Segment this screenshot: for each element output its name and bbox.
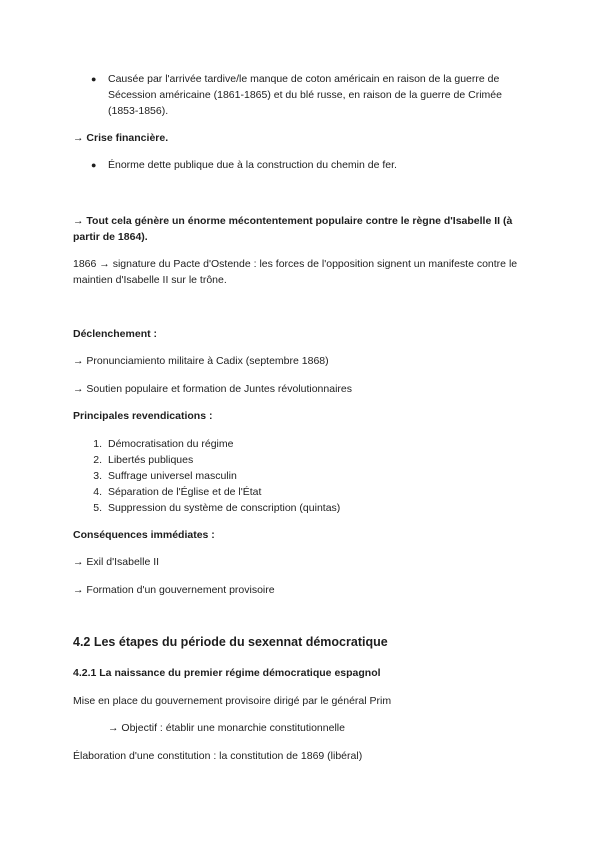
mecontentement-paragraph: → Tout cela génère un énorme mécontentement populaire contre le règne d'Isabelle II (à partir de 1864).	[73, 215, 513, 243]
list-number: 5.	[93, 502, 102, 514]
list-number: 2.	[93, 454, 102, 466]
cause-bullet-text: Causée par l'arrivée tardive/le manque de coton américain en raison de la guerre de Sécession américaine (1861-1865) et du blé russe, en raison de la guerre de Crimée (1853-1856).	[108, 73, 502, 117]
objectif-line: → Objectif : établir une monarchie constitutionnelle	[108, 722, 345, 734]
declenchement-heading: Déclenchement :	[73, 328, 158, 340]
list-number: 4.	[93, 486, 102, 498]
subsection-title: 4.2.1 La naissance du premier régime démocratique espagnol	[73, 667, 381, 679]
dette-bullet-text: Énorme dette publique due à la construction du chemin de fer.	[108, 159, 397, 171]
gouvernement-paragraph: Mise en place du gouvernement provisoire dirigé par le général Prim	[73, 695, 392, 707]
crise-financiere-heading: → Crise financière.	[73, 132, 169, 144]
ostende-paragraph: 1866 → signature du Pacte d'Ostende : les forces de l'opposition signent un manifeste contre le maintien d'Isabelle II sur le trône.	[73, 258, 518, 286]
consequence-item: → Exil d'Isabelle II	[73, 556, 160, 568]
declenchement-item: → Soutien populaire et formation de Juntes révolutionnaires	[73, 383, 352, 395]
revendication-item: Séparation de l'Église et de l'État	[108, 486, 262, 498]
bullet-marker: ●	[91, 160, 97, 170]
revendications-heading: Principales revendications :	[73, 410, 213, 422]
revendication-item: Libertés publiques	[108, 454, 194, 466]
revendication-item: Démocratisation du régime	[108, 438, 234, 450]
declenchement-item: → Pronunciamiento militaire à Cadix (septembre 1868)	[73, 355, 329, 367]
bullet-marker: ●	[91, 74, 97, 84]
constitution-paragraph: Élaboration d'une constitution : la constitution de 1869 (libéral)	[73, 750, 363, 762]
consequence-item: → Formation d'un gouvernement provisoire	[73, 584, 275, 596]
consequences-heading: Conséquences immédiates :	[73, 529, 215, 541]
list-number: 3.	[93, 470, 102, 482]
section-title: 4.2 Les étapes du période du sexennat démocratique	[73, 635, 388, 649]
revendication-item: Suppression du système de conscription (quintas)	[108, 502, 341, 514]
list-number: 1.	[93, 438, 102, 450]
revendication-item: Suffrage universel masculin	[108, 470, 237, 482]
